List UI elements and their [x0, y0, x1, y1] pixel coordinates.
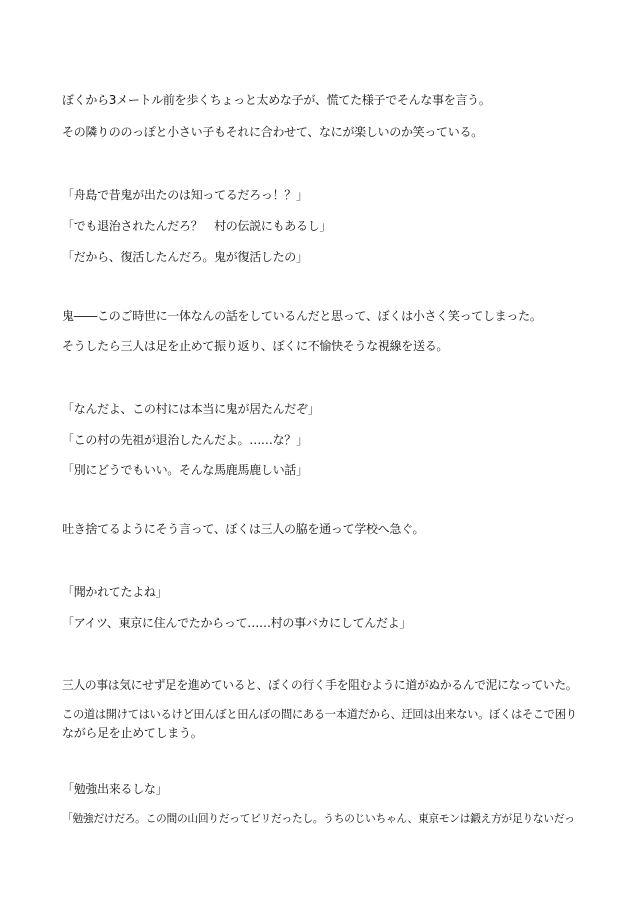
dialogue-line-1: 「舟島で昔鬼が出たのは知ってるだろっ！？」	[62, 188, 308, 202]
paragraph-line-8: ながら足を止めてしまう。	[62, 726, 203, 740]
paragraph-line-2: その隣りののっぽと小さい子もそれに合わせて、なにが楽しいのか笑っている。	[62, 125, 483, 139]
paragraph-line-1: ぼくから3メートル前を歩くちょっと太めな子が、慌てた様子でそんな事を言う。	[62, 93, 491, 107]
dialogue-line-9: 「勉強出来るしな」	[62, 782, 168, 796]
paragraph-line-5: 吐き捨てるようにそう言って、ぼくは三人の脇を通って学校へ急ぐ。	[62, 522, 425, 536]
dialogue-line-3: 「だから、復活したんだろ。鬼が復活したの」	[62, 250, 308, 264]
paragraph-line-6: 三人の事は気にせず足を進めていると、ぼくの行く手を阻むように道がぬかるんで泥になっていた。	[62, 678, 578, 692]
paragraph-line-3: 鬼――このご時世に一体なんの話をしているんだと思って、ぼくは小さく笑ってしまった。	[62, 309, 542, 323]
paragraph-line-4: そうしたら三人は足を止めて振り返り、ぼくに不愉快そうな視線を送る。	[62, 339, 449, 353]
dialogue-line-2: 「でも退治されたんだろ？ 村の伝説にもあるし」	[62, 219, 332, 233]
paragraph-line-7: この道は開けてはいるけど田んぼと田んぼの間にある一本道だから、迂回は出来ない。ぼくはそこで困り	[62, 708, 577, 721]
dialogue-line-10: 「勉強だけだろ。この間の山回りだってビリだったし。うちのじいちゃん、東京モンは鍛え方が足りないだっ	[62, 812, 575, 825]
dialogue-line-7: 「聞かれてたよね」	[62, 585, 168, 599]
dialogue-line-5: 「この村の先祖が退治したんだよ。……な？」	[62, 433, 308, 447]
dialogue-line-4: 「なんだよ、この村には本当に鬼が居たんだぞ」	[62, 402, 320, 416]
dialogue-line-8: 「アイツ、東京に住んでたからって……村の事バカにしてんだよ」	[62, 616, 412, 630]
dialogue-line-6: 「別にどうでもいい。そんな馬鹿馬鹿しい話」	[62, 463, 308, 477]
